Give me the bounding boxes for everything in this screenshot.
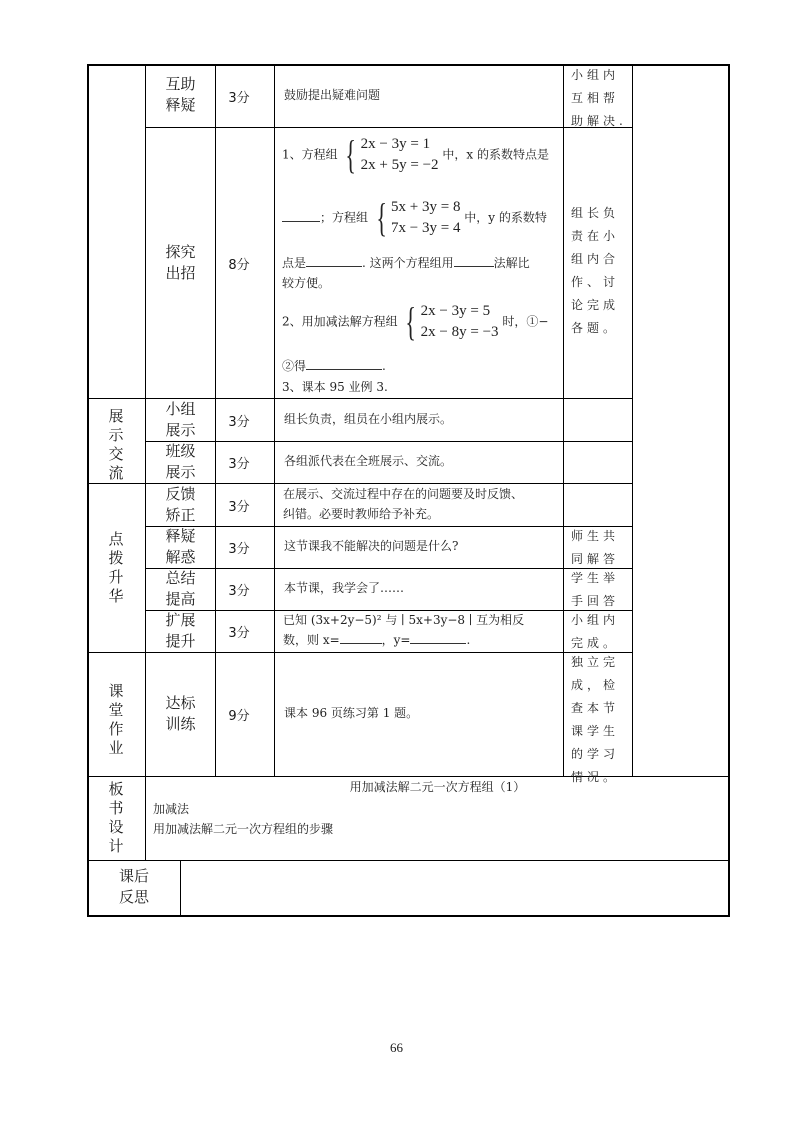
row-huzhu-label: 互助 释疑 — [165, 75, 196, 114]
row-xiaozu-content: 组长负责，组员在小组内展示。 — [284, 412, 453, 426]
row-zongjie-note: 学生举手回答 — [571, 571, 620, 608]
row-shiyi-time: 3分 — [228, 542, 250, 557]
fansi-content-area[interactable] — [181, 861, 727, 914]
row-dabiao-note: 独立完成，检查本节课学生的学习情况。 — [571, 655, 620, 784]
equation-system-1: { 2x − 3y = 1 2x + 5y = −2 — [345, 132, 439, 177]
answer-blank[interactable] — [282, 209, 320, 222]
row-huzhu-content: 鼓励提出疑难问题 — [284, 88, 381, 102]
banshu-title: 用加减法解二元一次方程组（1） — [349, 780, 526, 794]
answer-blank[interactable] — [306, 254, 362, 267]
row-tanjiu-label: 探究 出招 — [165, 243, 196, 282]
vertical-label-char: 书 — [108, 799, 124, 817]
row-tanjiu-time: 8分 — [228, 258, 250, 273]
row-shiyi-note: 师生共同解答 — [571, 529, 620, 566]
row-shiyi-content: 这节课我不能解决的问题是什么? — [284, 539, 459, 553]
row-dabiao-time: 9分 — [228, 709, 250, 724]
row-zongjie-time: 3分 — [228, 584, 250, 599]
vertical-label-char: 流 — [108, 464, 124, 482]
vertical-label-char: 业 — [108, 739, 124, 757]
banshu-line-1: 加减法 — [153, 802, 190, 816]
vertical-label-char: 升 — [108, 568, 124, 586]
vertical-label-char: 华 — [108, 587, 124, 605]
equation-system-2: { 5x + 3y = 8 7x − 3y = 4 — [376, 195, 461, 240]
vertical-label-char: 展 — [108, 407, 124, 425]
answer-blank[interactable] — [306, 357, 382, 370]
row-shiyi-label: 释疑 解惑 — [165, 527, 196, 566]
row-kuozhan-time: 3分 — [228, 626, 250, 641]
row-huzhu-note: 小组内互相帮助解决. — [571, 68, 627, 128]
vertical-label-char: 作 — [108, 720, 124, 738]
row-tanjiu-note: 组长负责在小组内合作、讨论完成各题。 — [571, 206, 620, 335]
vertical-label-char: 板 — [108, 780, 124, 798]
row-dabiao-label: 达标 训练 — [165, 694, 196, 733]
group-zhanshi-label — [106, 407, 126, 483]
row-kuozhan-label: 扩展 提升 — [165, 611, 196, 650]
row-kuozhan-content: 已知 (3x+2y−5)² 与 ∣ 5x+3y−8 ∣ 互为相反 数，则 x= ，y= . — [283, 613, 525, 647]
row-fankui-label: 反馈 矫正 — [165, 485, 196, 524]
row-fankui-time: 3分 — [228, 500, 250, 515]
banshu-label — [106, 780, 126, 856]
group-zuoye-label — [106, 682, 126, 758]
vertical-label-char: 交 — [108, 445, 124, 463]
row-banji-content: 各组派代表在全班展示、交流。 — [284, 454, 453, 468]
group-dianbo-label — [106, 530, 126, 606]
row-kuozhan-note: 小组内完成。 — [571, 613, 620, 650]
row-xiaozu-label: 小组 展示 — [165, 400, 196, 439]
row-zongjie-content: 本节课，我学会了…… — [284, 581, 405, 595]
lesson-plan-page: 互助 释疑 3分 鼓励提出疑难问题 小组内互相帮助解决. 探究 出招 8分 1、方程组 { 2x − 3y = 1 2x + 5y = −2 中，x 的系数特点是 ；方程组 { 5x + 3y = 8 7x − 3y = 4 中，y 的系数特 点是 . 这两个方程组用 法解比 较方便。 2、用加减法解方程组 { 2x − 3y = 5 2x − 8y = −3 时，①− ②得 . 3、课本 95 业例 3. 组长负责在小组内合作、讨论完成各题。 展 示 交 流 小组 展示 3分 组长负责，组员在小组内展示。 班级 展示 3分 各组派代表在全班展示、交流。 点 拨 升 华 反馈 矫正 3分 在展示、交流过程中存在的问题要及时反馈、 纠错。必要时教师给予补充。 释疑 解惑 3分 这节课我不能解决的问题是什么? 师生共同解答 总结 提高 3分 本节课，我学会了…… 学生举手回答 扩展 提升 3分 已知 (3x+2y−5)² 与 ∣ 5x+3y−8 ∣ 互为相反 数，则 x= ，y= . 小组内完成。 课 堂 作 业 达标 训练 9分 课本 96 页练习第 1 题。 独立完成，检查本节课学生的学习情况。 板 书 设 计 用加减法解二元一次方程组（1） 加减法 用加减法解二元一次方程组的步骤 课后 反思 66 — [0, 0, 793, 1122]
row-xiaozu-time: 3分 — [228, 415, 250, 430]
row-fankui-content: 在展示、交流过程中存在的问题要及时反馈、 纠错。必要时教师给予补充。 — [283, 487, 524, 521]
row-huzhu-time: 3分 — [228, 91, 250, 106]
row-dabiao-content: 课本 96 页练习第 1 题。 — [284, 706, 419, 720]
row-banji-label: 班级 展示 — [165, 442, 196, 481]
answer-blank[interactable] — [340, 631, 382, 644]
fansi-label: 课后 反思 — [118, 867, 149, 906]
vertical-label-char: 示 — [108, 426, 124, 444]
row-zongjie-label: 总结 提高 — [165, 569, 196, 608]
vertical-label-char: 计 — [108, 837, 124, 855]
equation-system-3: { 2x − 3y = 5 2x − 8y = −3 — [405, 299, 499, 344]
banshu-line-2: 用加减法解二元一次方程组的步骤 — [153, 822, 334, 836]
vertical-label-char: 设 — [108, 818, 124, 836]
vertical-label-char: 课 — [108, 682, 124, 700]
vertical-label-char: 堂 — [108, 701, 124, 719]
page-number: 66 — [390, 1040, 403, 1055]
row-banji-time: 3分 — [228, 457, 250, 472]
answer-blank[interactable] — [410, 631, 466, 644]
vertical-label-char: 拨 — [108, 549, 124, 567]
vertical-label-char: 点 — [108, 530, 124, 548]
answer-blank[interactable] — [454, 254, 494, 267]
